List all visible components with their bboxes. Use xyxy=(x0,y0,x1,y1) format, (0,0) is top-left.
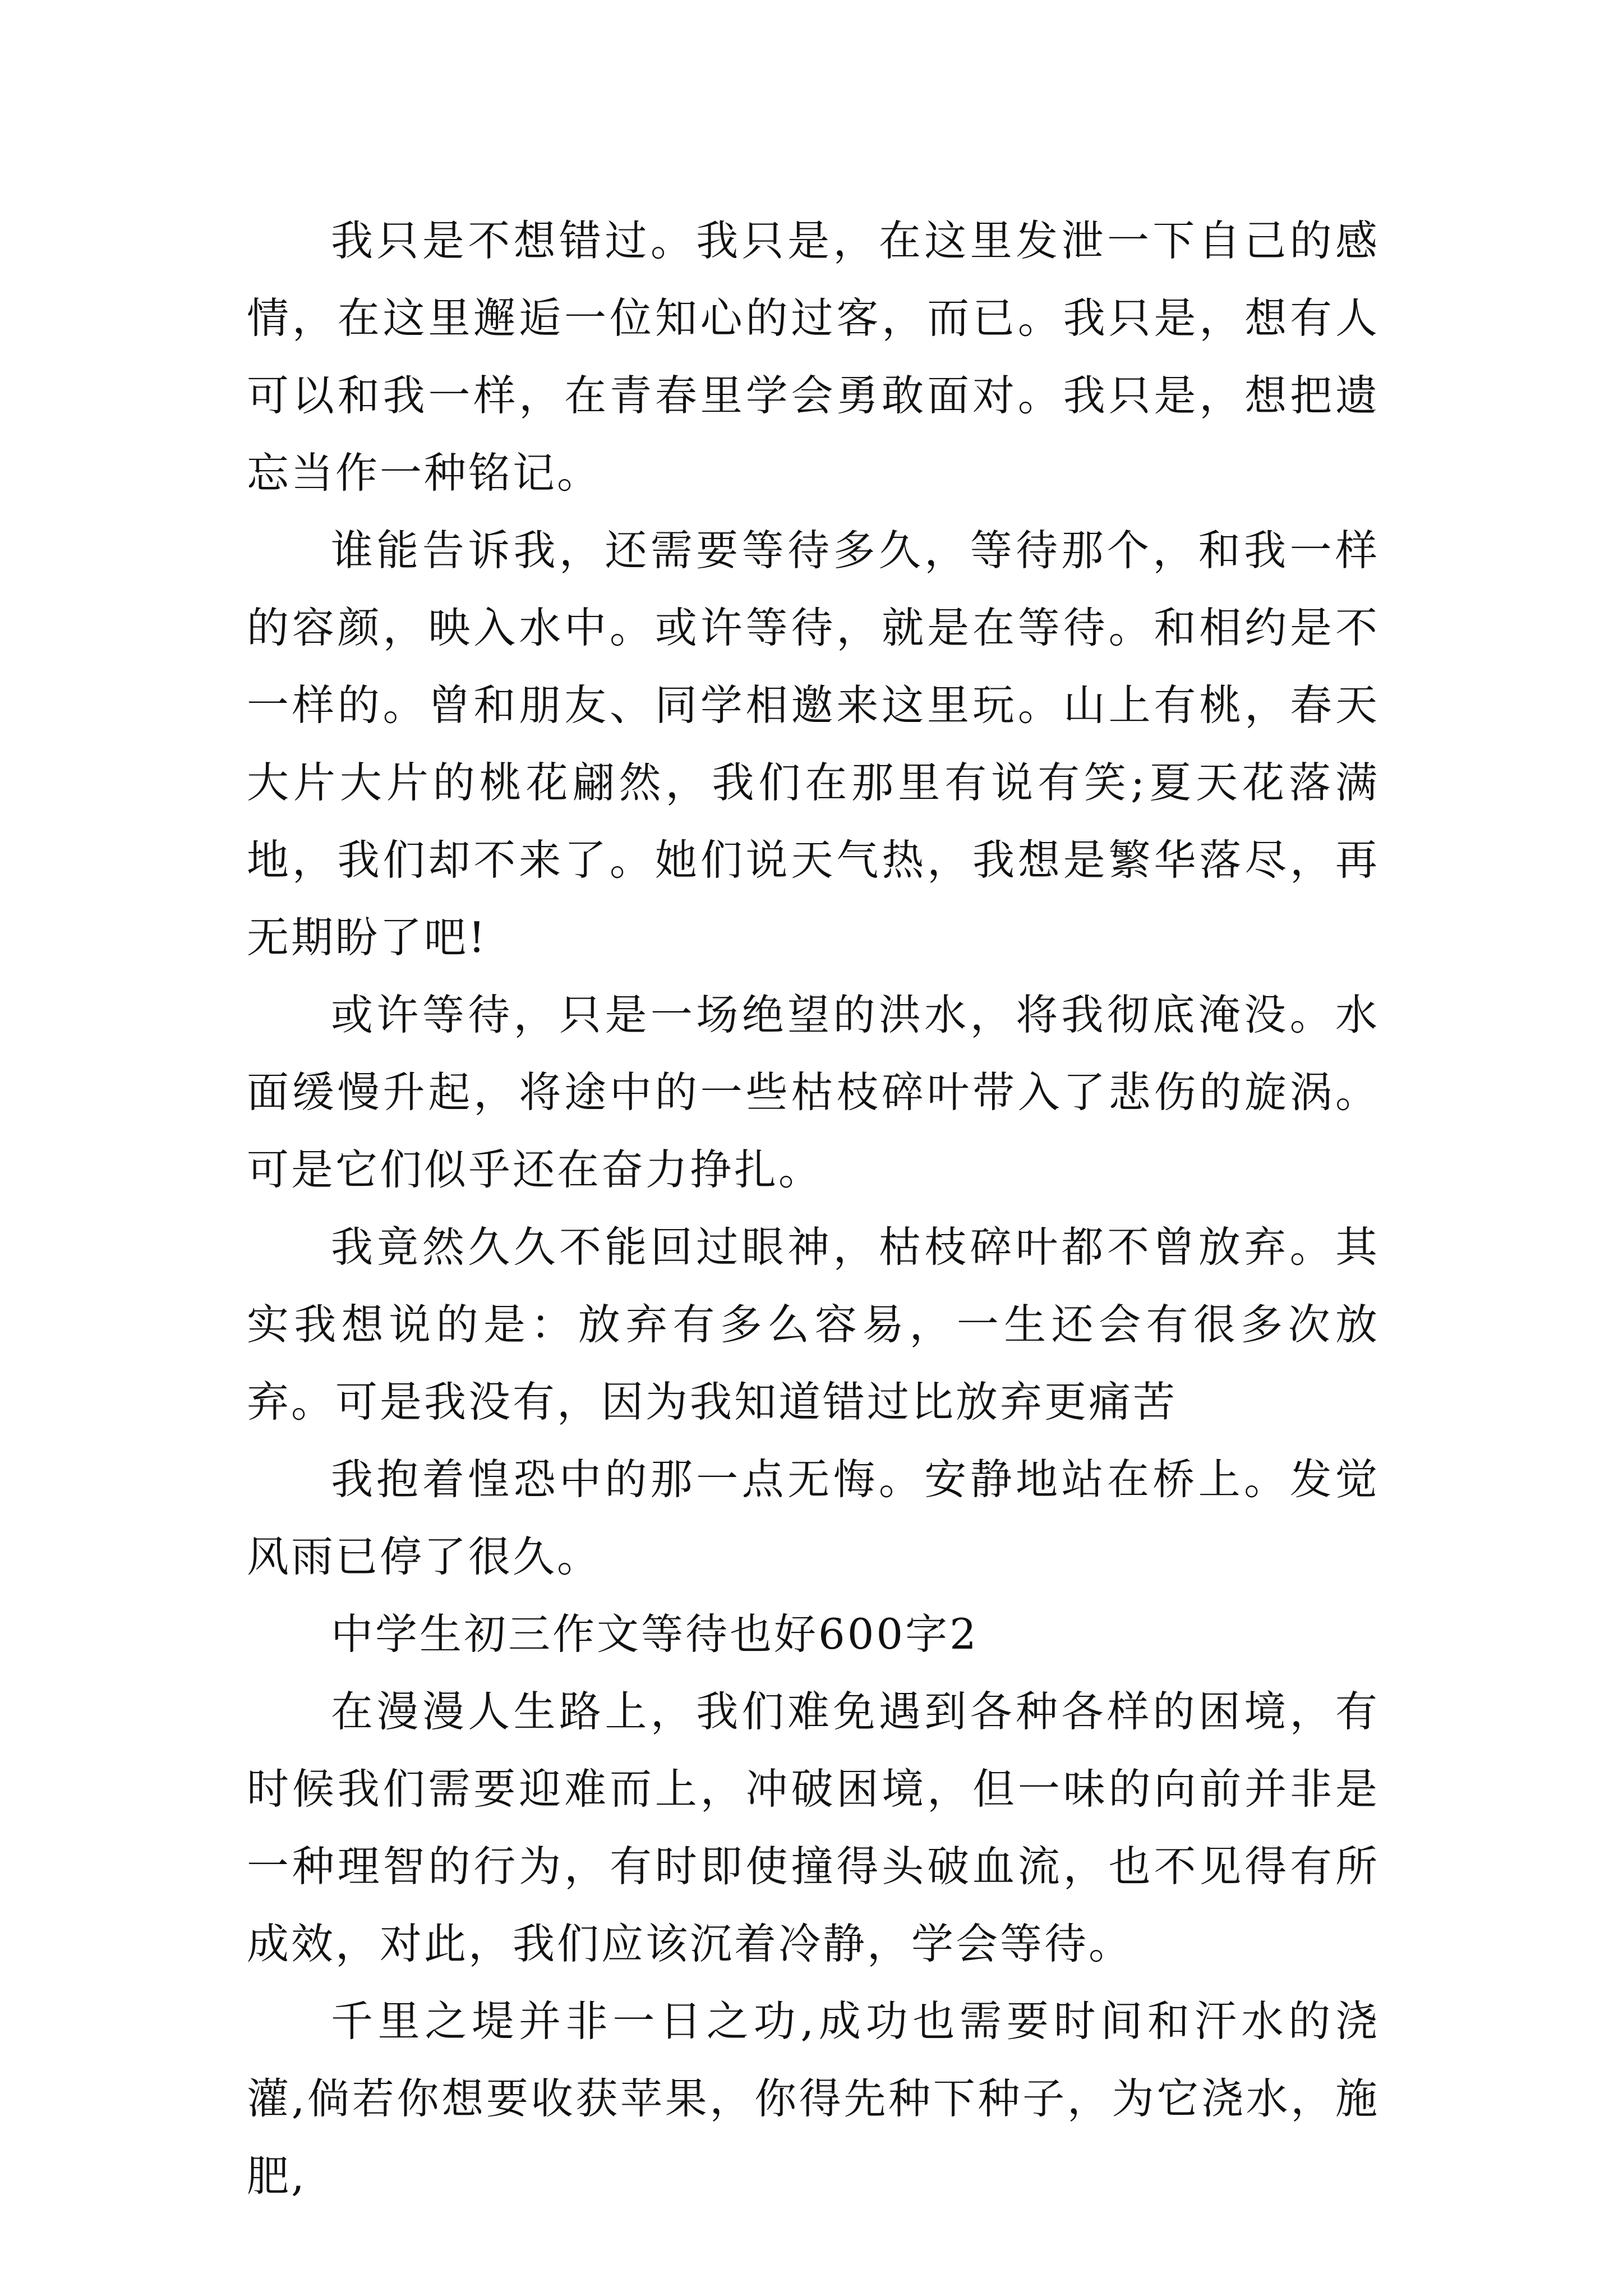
paragraph: 千里之堤并非一日之功,成功也需要时间和汗水的浇灌,倘若你想要收获苹果，你得先种下种子，为它浇水，施肥, xyxy=(247,1996,1380,2201)
document-body xyxy=(247,202,1380,2215)
paragraph: 我只是不想错过。我只是，在这里发泄一下自己的感情，在这里邂逅一位知心的过客，而已。我只是，想有人可以和我一样，在青春里学会勇敢面对。我只是，想把遗忘当作一种铭记。 xyxy=(247,216,1380,498)
paragraph: 在漫漫人生路上，我们难免遇到各种各样的困境，有时候我们需要迎难而上，冲破困境，但一味的向前并非是一种理智的行为，有时即使撞得头破血流，也不见得有所成效，对此，我们应该沉着冷静，学会等待。 xyxy=(247,1687,1380,1968)
paragraph: 我竟然久久不能回过眼神，枯枝碎叶都不曾放弃。其实我想说的是：放弃有多么容易，一生还会有很多次放弃。可是我没有，因为我知道错过比放弃更痛苦 xyxy=(247,1222,1380,1427)
paragraph: 我抱着惶恐中的那一点无悔。安静地站在桥上。发觉风雨已停了很久。 xyxy=(247,1455,1380,1581)
section-heading: 中学生初三作文等待也好600字2 xyxy=(331,1609,979,1659)
paragraph: 或许等待，只是一场绝望的洪水，将我彻底淹没。水面缓慢升起，将途中的一些枯枝碎叶带入了悲伤的旋涡。可是它们似乎还在奋力挣扎。 xyxy=(247,990,1380,1194)
paragraph: 谁能告诉我，还需要等待多久，等待那个，和我一样的容颜，映入水中。或许等待，就是在等待。和相约是不一样的。曾和朋友、同学相邀来这里玩。山上有桃，春天大片大片的桃花翩然，我们在那里有说有笑;夏天花落满地，我们却不来了。她们说天气热，我想是繁华落尽，再无期盼了吧! xyxy=(247,526,1380,962)
